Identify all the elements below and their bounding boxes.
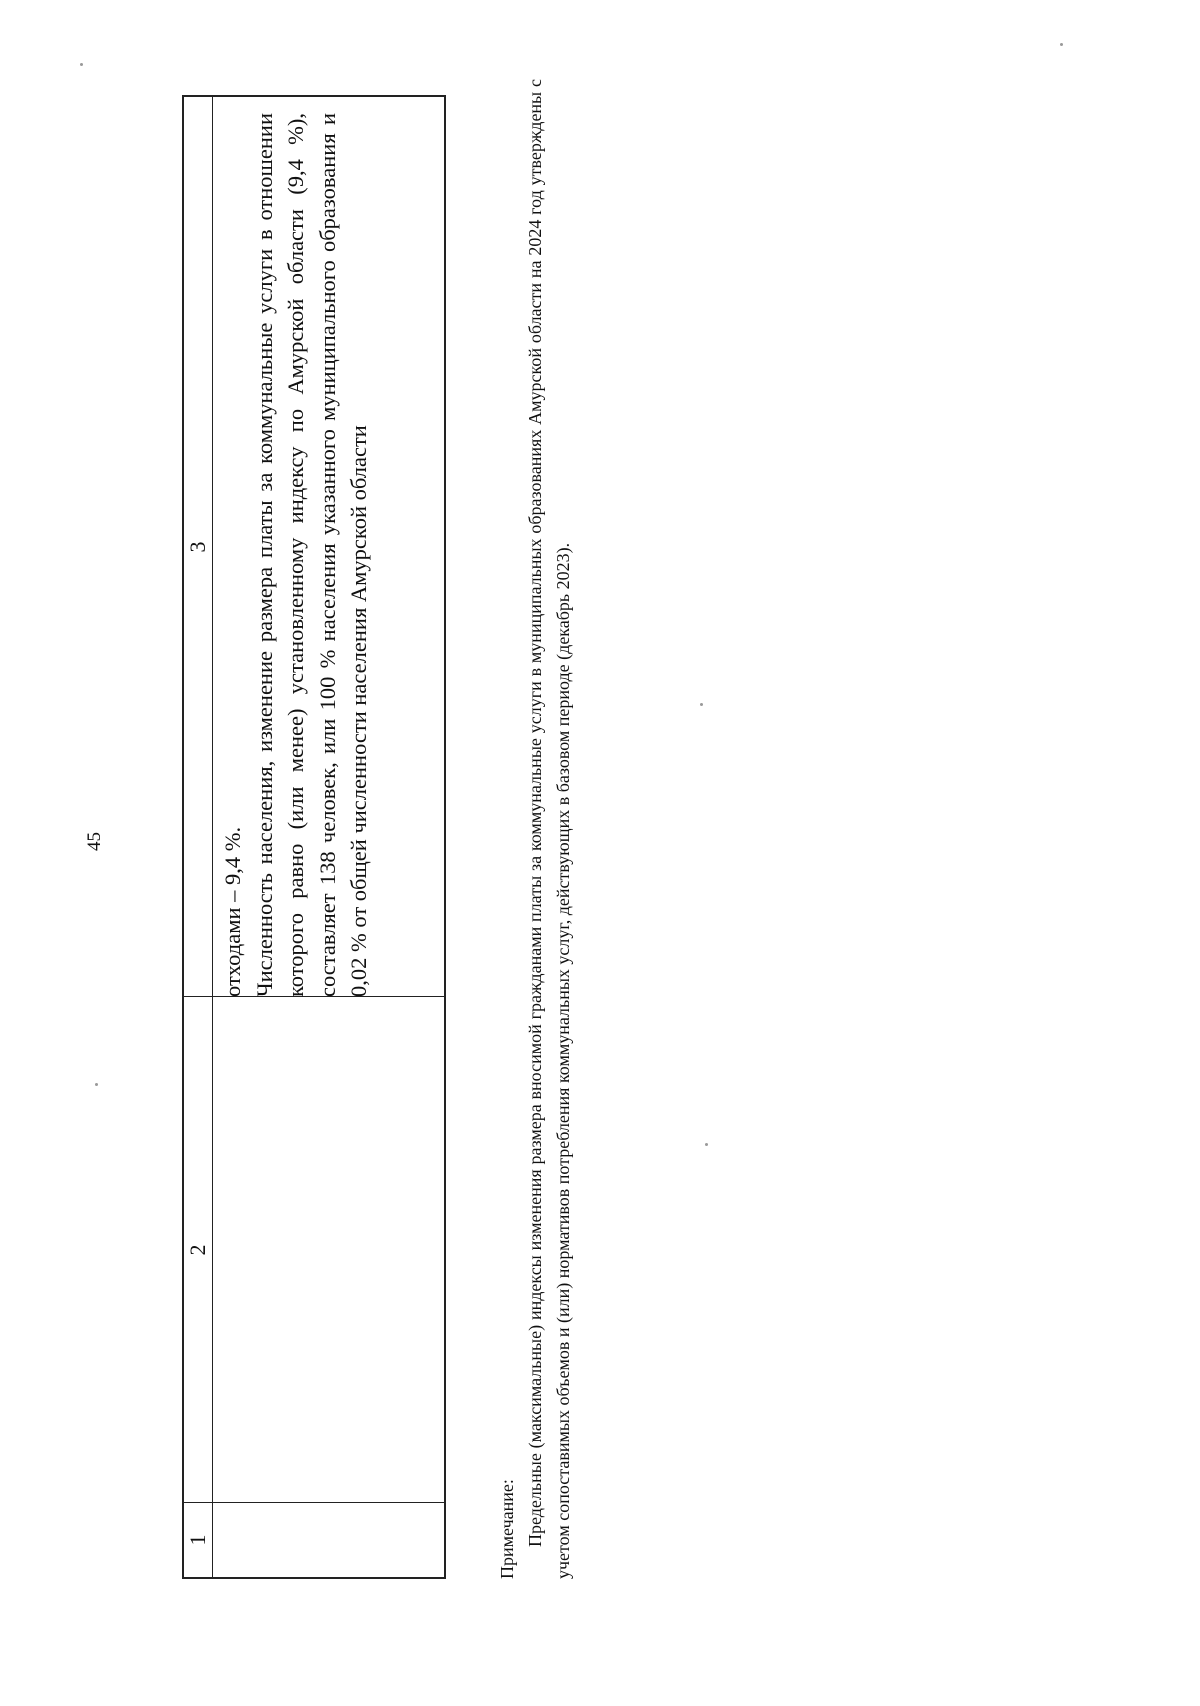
table-cell-paragraph: отходами – 9,4 %. (220, 826, 245, 997)
table-header-col-1: 1 (185, 1534, 210, 1546)
footnote-heading: Примечание: (497, 1479, 517, 1579)
table-header-col-3: 3 (185, 541, 210, 553)
scan-speck (700, 703, 703, 706)
table-header-col-2: 2 (185, 1244, 210, 1256)
table-cell-paragraph: Численность населения, изменение размера платы за коммунальные услуги в отношении которого равно (или менее) установленному индексу по Амурской области (9,4 %), составляет 138 человек, или 100 % населения указанного муниципального образования и 0,02 % от общей численности населения Амурской области (251, 113, 371, 997)
data-table (182, 95, 446, 1579)
table-cell-col-3 (217, 113, 375, 997)
footnote (493, 79, 577, 1579)
scan-speck (1060, 43, 1063, 46)
scan-speck (80, 63, 83, 66)
table-header-divider (212, 97, 213, 1577)
scan-speck (705, 1143, 708, 1146)
scan-speck (95, 1083, 98, 1086)
page-number: 45 (84, 832, 105, 851)
footnote-text: Предельные (максимальные) индексы изменения размера вносимой гражданами платы за коммунальные услуги в муниципальных образованиях Амурской области на 2024 год утверждены с учетом сопоставимых объемов и (или) нормативов потребления коммунальных услуг, действующих в базовом периоде (декабрь 2023). (525, 79, 573, 1579)
table-column-divider (184, 1502, 444, 1503)
